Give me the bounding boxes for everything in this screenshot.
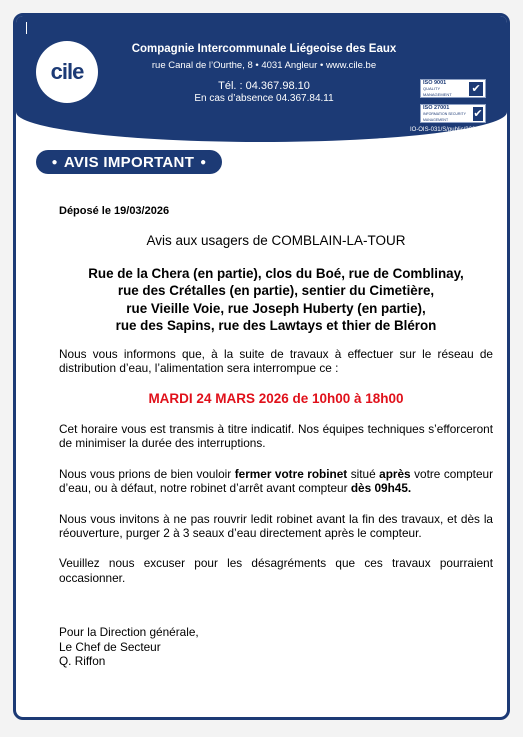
iso-9001-label: ISO 9001 [423,79,447,86]
deposit-date: Déposé le 19/03/2026 [59,205,170,217]
street-line: rue des Sapins, rue des Lawtays et thier de Bléron [115,318,437,334]
signature-line: Pour la Direction générale, [59,625,199,640]
valve-paragraph [59,467,493,496]
affected-streets [59,265,493,335]
intro-paragraph: Nous vous informons que, à la suite de travaux à effectuer sur le réseau de distribution d’eau, l’alimentation sera interrompue ce : [59,346,493,376]
text-cursor [26,22,27,34]
company-info [114,43,414,104]
street-line: rue Vieille Voie, rue Joseph Huberty (en partie), [126,300,426,316]
interruption-schedule: MARDI 24 MARS 2026 de 10h00 à 18h00 [148,390,404,406]
valve-bold: dès 09h45. [350,481,412,496]
letterhead [16,16,507,142]
iso-27001-label: ISO 27001 [423,104,450,111]
notice-body [59,204,493,669]
document-reference: IO-OIS-031/S/public/22042025 [409,127,492,133]
indicative-paragraph: Cet horaire vous est transmis à titre indicatif. Nos équipes techniques s’efforceront de minimiser la durée des interruptions. [59,422,493,451]
check-icon: ✔ [473,108,483,120]
valve-text: Nous vous prions de bien vouloir [59,466,235,481]
banner-label: AVIS IMPORTANT [63,153,195,171]
company-address: rue Canal de l’Ourthe, 8 • 4031 Angleur • www.cile.be [151,60,377,71]
apology-paragraph: Veuillez nous excuser pour les désagréments que ces travaux pourraient occasionner. [59,556,493,585]
signature-block [59,625,493,668]
street-line: rue des Crétalles (en partie), sentier du Cimetière, [117,283,435,299]
valve-bold: fermer votre robinet [234,466,348,481]
iso-9001-sub: QUALITY MANAGEMENT [423,85,452,97]
signatory-name: Q. Riffon [59,654,106,669]
reopen-paragraph: Nous vous invitons à ne pas rouvrir ledit robinet avant la fin des travaux, et dès la réouverture, purger 2 à 3 seaux d’eau directement après le compteur. [59,511,493,541]
iso-9001-badge [420,79,486,98]
check-icon: ✔ [469,82,483,96]
absence-phone: En cas d’absence 04.367.84.11 [194,93,334,104]
company-phone: Tél. : 04.367.98.10 [218,80,310,92]
notice-title: Avis aux usagers de COMBLAIN-LA-TOUR [146,233,406,249]
signature-line: Le Chef de Secteur [59,639,161,654]
valve-bold: après [379,466,411,481]
valve-text: situé [347,466,380,481]
valve-text: votre compteur d’eau, ou à défaut, notre robinet d’arrêt avant compteur [59,466,494,496]
bullet-icon: ● [51,156,58,168]
company-name: Compagnie Intercommunale Liégeoise des Eaux [131,43,397,55]
bullet-icon: ● [200,156,207,168]
important-banner [36,150,222,174]
iso-27001-badge [420,104,486,123]
street-line: Rue de la Chera (en partie), clos du Boé, rue de Comblinay, [88,265,464,281]
iso-27001-sub: INFORMATION SECURITY MANAGEMENT [423,111,466,122]
logo-text: cile [50,59,84,84]
notice-page [13,13,510,720]
cile-logo [36,41,98,103]
